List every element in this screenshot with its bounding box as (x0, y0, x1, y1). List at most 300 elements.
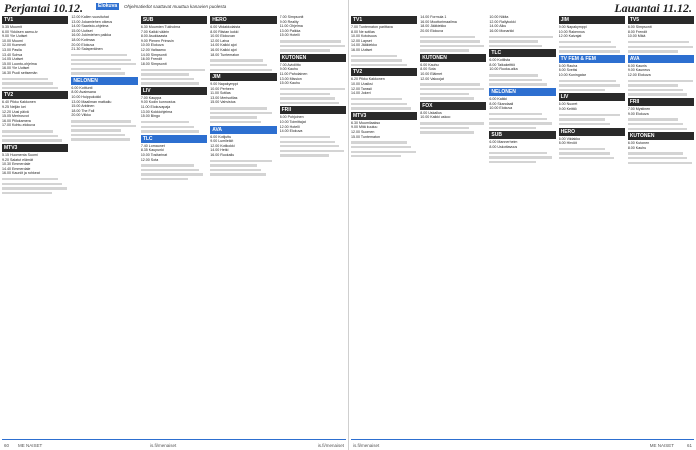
channel-header: KUTONEN (280, 54, 346, 62)
listing-placeholder (559, 80, 616, 82)
listing-filler (420, 83, 486, 99)
listing-placeholder (210, 69, 272, 71)
listing-placeholder (280, 150, 344, 152)
program-listing: 13.40 Sohva (2, 52, 23, 57)
listing-placeholder (71, 63, 135, 65)
program-listing: 10.00 Muumi (2, 38, 23, 43)
listing-placeholder (280, 145, 340, 147)
program-listing: 7.00 Simpsonit (279, 15, 304, 19)
listing-filler (280, 88, 346, 104)
listing-placeholder (2, 139, 62, 141)
program-column (351, 15, 417, 439)
listing-placeholder (71, 68, 120, 70)
listing-placeholder (559, 50, 621, 52)
program-listing: 10.00 Perheen (210, 86, 234, 91)
listing-filler (489, 152, 555, 164)
program-column (489, 15, 555, 439)
listing-placeholder (489, 45, 542, 47)
listing-placeholder (351, 146, 411, 148)
program-listing: 16.00 Jokimiehen paikka (71, 33, 111, 38)
left-columns (2, 15, 346, 439)
listing-filler (141, 121, 207, 133)
listing-placeholder (2, 82, 53, 84)
listing-placeholder (280, 102, 340, 104)
listing-filler (210, 107, 276, 123)
listing-filler (420, 122, 486, 134)
program-listing: 13.00 Maailman matkailu (71, 99, 112, 104)
program-listing: 6.00 Ykkösen aamu-tv (2, 29, 38, 34)
listing-placeholder (141, 164, 194, 166)
channel-header: TV5 (628, 16, 694, 24)
listing-filler (280, 136, 346, 157)
program-listing: 17.00 Kohtu-elokuva (2, 123, 35, 128)
listing-placeholder (280, 141, 335, 143)
program-listing: 7.00 Kauppa (140, 95, 162, 100)
program-listing: 12.00 Latva (210, 38, 230, 43)
listing-filler (71, 54, 137, 75)
listing-placeholder (2, 130, 53, 132)
program-listing: 9.00 Kauhu (279, 67, 299, 72)
program-listing: 14.00 Alku (489, 24, 507, 29)
listing-placeholder (2, 178, 58, 180)
program-listing: 10.00 Elokuvan (210, 34, 235, 39)
program-listing: 6.00 Mannerheim (489, 140, 518, 145)
program-listing: 16.00 Yle Uutiset (2, 66, 30, 71)
listing-filler (489, 36, 555, 48)
program-listing: 9.00 Lumileikit (210, 139, 234, 144)
listing-placeholder (141, 169, 199, 171)
listing-placeholder (489, 79, 542, 81)
listing-placeholder (210, 64, 267, 66)
program-listing: 15.00 Bingo (140, 114, 160, 119)
listing-placeholder (141, 69, 205, 71)
listing-placeholder (489, 161, 536, 163)
left-footer (0, 440, 348, 450)
channel-header: MTV3 (2, 144, 68, 152)
listing-placeholder (420, 49, 469, 51)
program-column (141, 15, 207, 439)
listing-placeholder (2, 187, 67, 189)
listing-placeholder (420, 127, 469, 129)
listing-filler (559, 114, 625, 126)
listing-placeholder (280, 88, 346, 90)
program-listing: 15.00 Luonto-ohjelma (2, 61, 37, 66)
program-listing: 18.00 The Fall (71, 108, 95, 113)
program-listing: 11.00 Sotilas (210, 91, 231, 96)
program-listing: 12.00 Tanssii (351, 86, 372, 91)
program-listing: 9.00 Kauneus (627, 68, 650, 73)
program-listing: 12.00 Lapset (351, 38, 372, 43)
listing-filler (420, 36, 486, 52)
channel-header: TLC (141, 135, 207, 143)
program-listing: 21.30 Salaperäinen (71, 47, 103, 52)
program-listing: 16.30 Puoli seitsemän (2, 70, 38, 75)
program-listing: 8.35 Kaupunki (140, 148, 164, 153)
listing-placeholder (559, 114, 621, 116)
listing-placeholder (489, 36, 553, 38)
listing-placeholder (628, 41, 689, 43)
listing-placeholder (280, 154, 329, 156)
listing-placeholder (141, 178, 188, 180)
program-listing: 14.00 Simpsonit (140, 52, 167, 57)
listing-placeholder (351, 55, 397, 57)
program-listing: 14.00 Kaikki ajot (210, 43, 237, 48)
listing-filler (2, 78, 68, 90)
program-listing: 6.00 Viidakko (558, 136, 581, 141)
listing-placeholder (628, 84, 678, 86)
listing-placeholder (210, 116, 256, 118)
program-listing: 15.00 Vahvistus (210, 100, 236, 105)
listing-placeholder (2, 78, 48, 80)
listing-placeholder (280, 40, 341, 42)
program-listing: 11.00 Elokuvapaja (140, 105, 171, 110)
right-footer (349, 440, 696, 450)
program-listing: 6.00 Kotitunti (71, 85, 93, 90)
listing-filler (628, 118, 694, 130)
right-page-header (349, 0, 696, 13)
listing-filler (2, 130, 68, 142)
program-listing: 10.00 Rakennus (558, 29, 585, 34)
listing-placeholder (628, 93, 688, 95)
listing-placeholder (351, 151, 416, 153)
channel-header: TV FEM & FEM (559, 55, 625, 63)
program-listing: 15.00 Arktinen (71, 104, 95, 109)
listing-placeholder (280, 97, 335, 99)
program-listing: 15.00 Uutiset (71, 28, 93, 33)
program-listing: 10.00 Tositarinat (140, 152, 168, 157)
program-listing: 14.00 Hetki (210, 148, 229, 153)
listing-placeholder (71, 120, 131, 122)
program-listing: 14.05 Uutiset (2, 57, 24, 62)
listing-placeholder (141, 73, 189, 75)
listing-placeholder (628, 162, 692, 164)
right-page-number: 61 (686, 443, 692, 448)
listing-filler (351, 98, 417, 110)
listing-placeholder (141, 126, 194, 128)
listing-placeholder (351, 107, 411, 109)
channel-header: FRII (628, 98, 694, 106)
right-day-title: Lauantai 11.12. (614, 1, 692, 15)
listing-placeholder (628, 157, 688, 159)
program-listing: 10.00 Eläimet (420, 72, 443, 77)
listing-placeholder (489, 113, 542, 115)
channel-header: TV1 (2, 16, 68, 24)
program-listing: 20.00 Elokuva (71, 42, 95, 47)
program-listing: 6.00 Viidakkolaista (210, 25, 241, 29)
program-listing: 6.00 Simpsonit (627, 25, 652, 29)
program-listing: 16.00 Monarkki (489, 28, 514, 33)
listing-placeholder (351, 64, 407, 66)
program-listing: 9.00 Kodin kunnostus (140, 100, 176, 105)
listing-placeholder (210, 169, 261, 171)
listing-filler (559, 80, 625, 92)
listing-filler (489, 74, 555, 86)
listing-placeholder (141, 82, 199, 84)
channel-header: NELONEN (489, 88, 555, 96)
listing-placeholder (559, 41, 611, 43)
listing-placeholder (210, 59, 262, 61)
listing-placeholder (420, 36, 475, 38)
program-listing: 6.40 Pikku Kakkonen (2, 100, 36, 105)
left-day-title: Perjantai 10.12. (4, 1, 84, 15)
listing-placeholder (628, 123, 683, 125)
program-listing: 16.00 Moottorimaailma (420, 19, 457, 24)
listing-placeholder (420, 45, 484, 47)
program-listing: 12.20 Uusi päivä (2, 109, 29, 114)
program-listing: 14.00 Jääkiekko (351, 43, 377, 48)
left-site: is.fi/menaiset (150, 443, 177, 448)
channel-header: TLC (489, 49, 555, 57)
program-listing: 12.00 Kummeli (2, 43, 26, 48)
listing-placeholder (210, 107, 267, 109)
channel-header: SUB (489, 131, 555, 139)
listing-placeholder (210, 121, 261, 123)
listing-filler (559, 148, 625, 160)
listing-placeholder (628, 152, 683, 154)
listing-placeholder (351, 59, 402, 61)
listing-placeholder (489, 156, 551, 158)
listing-placeholder (489, 122, 551, 124)
listing-placeholder (71, 134, 125, 136)
program-listing: 10.00 Ruoka-aika (489, 67, 518, 72)
listing-filler (210, 160, 276, 176)
listing-placeholder (420, 93, 469, 95)
program-listing: 16.00 Kauniit ja rohkeat (2, 171, 40, 176)
listing-placeholder (559, 152, 610, 154)
program-listing: 6.00 Kotilista (489, 58, 510, 63)
listing-placeholder (71, 54, 126, 56)
listing-placeholder (559, 46, 616, 48)
listing-placeholder (559, 84, 621, 86)
program-listing: 10.00 Mikä (627, 34, 646, 39)
program-listing: 6.00 Kauhu (420, 62, 439, 67)
program-listing: 13.00 Kokkiohjelma (140, 109, 173, 114)
channel-header: TV2 (2, 91, 68, 99)
program-listing: 7.00 Kaikki väärin (140, 29, 170, 34)
channel-header: KUTONEN (420, 54, 486, 62)
channel-header: FRII (280, 106, 346, 114)
program-listing: 10.00 Uusiksi (351, 82, 373, 87)
listing-placeholder (351, 98, 402, 100)
listing-placeholder (210, 164, 256, 166)
program-listing: 8.00 Taikakeittiö (489, 62, 516, 67)
listing-placeholder (420, 83, 480, 85)
program-listing: 10.00 Nikita (489, 15, 509, 19)
program-listing: 16.00 Uutiset (351, 47, 373, 52)
program-listing: 14.00 Saaristo-ohjelma (71, 24, 109, 29)
tip-text: Ohjelmatiedot saattavat muuttua kanavien puolesta (124, 4, 227, 9)
listing-placeholder (280, 49, 330, 51)
listing-placeholder (141, 173, 203, 175)
right-site: is.fi/menaiset (353, 443, 380, 448)
program-listing: 6.30 Muumilaakso (351, 120, 381, 125)
program-listing: 13.00 Mission (279, 76, 302, 81)
program-listing: 18.00 Simpsonit (140, 61, 167, 66)
channel-header: HERO (210, 16, 276, 24)
program-listing: 6.00 Nuoret (558, 102, 578, 107)
program-column (210, 15, 276, 439)
program-listing: 5.35 Muumit (2, 25, 22, 29)
program-column (559, 15, 625, 439)
listing-placeholder (559, 123, 610, 125)
program-listing: 12.00 Kaivajat (558, 34, 582, 39)
listing-filler (489, 113, 555, 129)
listing-placeholder (628, 89, 683, 91)
program-column (2, 15, 68, 439)
program-listing: 15.05 Merirosvot (2, 114, 29, 119)
program-listing: 15.00 Hotelli (279, 33, 300, 38)
right-magazine-name: ME NAISET (649, 443, 674, 448)
program-listing: 14.00 Formula 1 (420, 15, 447, 19)
program-listing: 20.00 Elokuva (420, 28, 443, 33)
channel-header: AVA (628, 55, 694, 63)
listing-placeholder (489, 40, 537, 42)
program-listing: 9.25 Neljän kei (2, 105, 26, 110)
program-listing: 8.00 Kauhu (627, 145, 647, 150)
program-listing: 10.00 Kaikki uskoo (420, 115, 451, 120)
program-listing: 13.00 Merisotilas (210, 95, 238, 100)
channel-header: FOX (420, 102, 486, 110)
program-listing: 16.00 Kaikki ajot (210, 47, 237, 52)
program-listing: 7.00 Mystinen (627, 106, 651, 111)
program-listing: 6.00 Rauha (558, 63, 578, 68)
listing-placeholder (2, 135, 58, 137)
program-listing: 12.00 Kotikokki (210, 143, 235, 148)
program-listing: 6.00 Kaunis (627, 63, 647, 68)
channel-header: JIM (559, 16, 625, 24)
program-listing: 13.00 Jokamiehen oikeus (71, 19, 113, 24)
program-listing: 10.00 Toimittajat (279, 119, 306, 124)
program-listing: 12.00 Hotelli (279, 124, 300, 129)
listing-placeholder (628, 50, 678, 52)
listing-filler (210, 59, 276, 71)
program-listing: 10.30 Emmerdale (2, 162, 31, 167)
listing-placeholder (628, 118, 678, 120)
program-listing: 10.00 Elokuva (140, 43, 164, 48)
left-page-header (0, 0, 348, 13)
listing-filler (628, 41, 694, 53)
program-listing: 10.00 Kotoisuus (351, 34, 377, 39)
program-column (628, 15, 694, 439)
left-site-2: is.fi/menaiset (317, 443, 344, 448)
channel-header: TV2 (351, 68, 417, 76)
program-listing: 6.00 Kaikki (489, 97, 507, 101)
program-listing: 8.00 Sota (420, 67, 436, 72)
program-listing: 9.00 Mitä kuuluu (351, 125, 378, 130)
listing-placeholder (71, 72, 125, 74)
channel-header: SUB (141, 16, 207, 24)
program-listing: 8.00 Uskallus (420, 110, 442, 115)
program-listing: 8.00 Sveitsi (558, 68, 578, 73)
left-magazine-name: ME NAISET (18, 443, 43, 448)
listing-filler (628, 80, 694, 96)
program-column (420, 15, 486, 439)
program-listing: 8.00 Skandaali (489, 101, 514, 106)
program-listing: 6.30 Muumien Tukholma (140, 25, 181, 29)
listing-placeholder (71, 125, 135, 127)
listing-placeholder (559, 157, 615, 159)
listing-placeholder (351, 155, 401, 157)
program-listing: 12.00 Rallykokki (489, 19, 516, 24)
listing-placeholder (210, 173, 266, 175)
program-listing: 18.00 Tuntematon (210, 52, 240, 57)
program-listing: 12.00 Kallen vuosituhat (71, 15, 109, 19)
listing-placeholder (71, 59, 131, 61)
listing-placeholder (559, 118, 605, 120)
program-listing: 14.40 Emmerdale (2, 166, 31, 171)
program-listing: 12.00 Suomen (351, 129, 375, 134)
program-listing: 15.00 Tuntematon (351, 134, 380, 139)
listing-placeholder (628, 80, 694, 82)
listing-filler (280, 40, 346, 52)
listing-placeholder (489, 74, 537, 76)
program-listing: 20.00 Viikko (71, 113, 91, 118)
listing-placeholder (2, 87, 58, 89)
listing-placeholder (628, 128, 688, 130)
program-listing: 8.00 Asukkaasta (140, 34, 168, 39)
program-listing: 6.00 Kotijuttu (210, 134, 232, 139)
program-listing: 18.00 Kotimaa (71, 37, 95, 42)
right-page (348, 0, 696, 450)
listing-placeholder (2, 192, 52, 194)
program-listing: 5.15 Huomenta Suomi (2, 152, 38, 157)
left-page-number: 60 (4, 443, 10, 448)
channel-header: HERO (559, 128, 625, 136)
listing-placeholder (141, 121, 189, 123)
listing-filler (628, 152, 694, 164)
program-listing: 8.00 Uskottavuus (489, 144, 518, 149)
program-listing: 8.00 Frendit (627, 29, 647, 34)
program-listing: 18.00 Jääkiekko (420, 24, 447, 29)
listing-filler (559, 41, 625, 53)
program-listing: 14.00 Elokuva (279, 129, 303, 134)
listing-placeholder (351, 103, 407, 105)
program-listing: 7.00 Avioliitto (279, 62, 301, 67)
program-listing: 9.00 Reality (279, 19, 299, 24)
channel-header: TV1 (351, 16, 417, 24)
listing-placeholder (141, 130, 199, 132)
program-listing: 16.00 Ruokailu (210, 152, 235, 157)
channel-header: LIV (141, 87, 207, 95)
listing-filler (141, 69, 207, 85)
program-listing: 7.00 Tuntematon parittava (351, 25, 393, 29)
listing-placeholder (489, 127, 536, 129)
program-listing: 9.00 Keittiö (558, 107, 577, 111)
listing-placeholder (420, 97, 474, 99)
program-listing: 8.00 Avainsana (71, 90, 96, 95)
listing-placeholder (351, 141, 407, 143)
program-listing: 8.00 Hirviöt (558, 141, 577, 146)
listing-placeholder (489, 118, 547, 120)
program-listing: 16.00 Frendit (140, 57, 162, 62)
program-listing: 12.00 Vakoojat (420, 76, 444, 81)
listing-filler (71, 120, 137, 141)
program-listing: 10.00 Kuningatar (558, 72, 586, 77)
program-listing: 13.00 Pasila (2, 47, 22, 52)
program-listing: 12.00 Valtaamo (140, 47, 166, 52)
right-columns (351, 15, 694, 439)
listing-placeholder (71, 138, 129, 140)
listing-placeholder (2, 183, 62, 185)
program-listing: 8.00 Pohjoinen (279, 115, 304, 120)
listing-filler (141, 164, 207, 180)
tip-label: Elokuva (98, 3, 118, 9)
program-listing: 10.00 Elokuva (489, 106, 513, 111)
program-listing: 8.00 Riistan kokki (210, 29, 239, 34)
listing-filler (351, 55, 417, 67)
program-listing: 8.00 Ne sotilas (351, 29, 375, 34)
program-listing: 12.00 Elokuva (627, 72, 651, 77)
